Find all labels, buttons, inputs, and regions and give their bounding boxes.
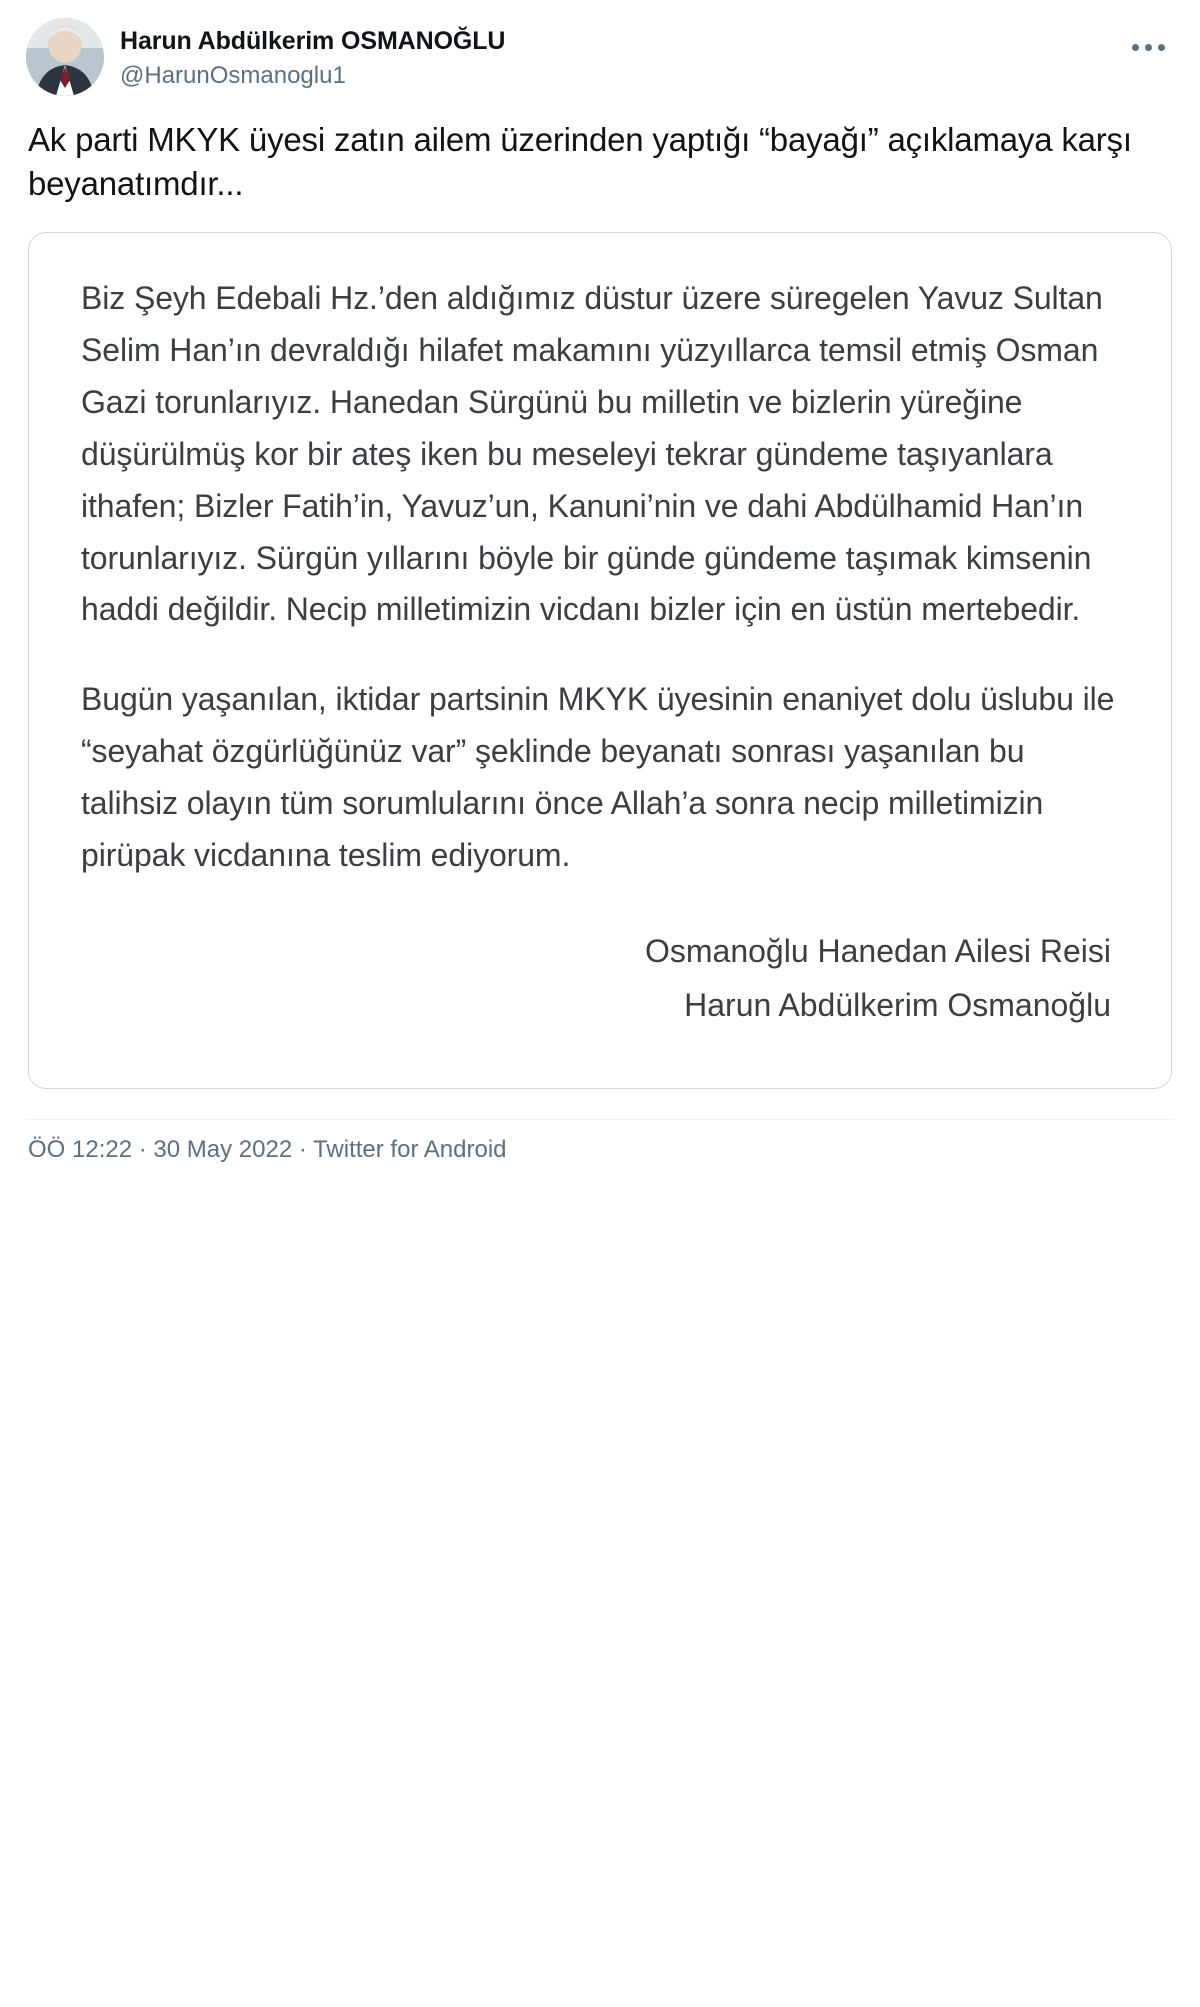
signature-line: Osmanoğlu Hanedan Ailesi Reisi [644,932,1111,969]
author-display-name: Harun Abdülkerim OSMANOĞLU [120,27,506,55]
statement-paragraph: Bugün yaşanılan, iktidar partsinin MKYK üyesinin enaniyet dolu üslubu ile “seyahat özgürlüğünüz var” şeklinde beyanatı sonrası yaşanılan bu talihsiz olayın tüm sorumlularını önce Allah’a sonra necip milletimizin pirüpak vicdanına teslim ediyorum. [81,681,1115,873]
tweet-date: 30 May 2022 [153,1136,293,1164]
signature-line: Harun Abdülkerim Osmanoğlu [684,986,1111,1023]
quoted-statement-card[interactable] [28,232,1172,1089]
meta-separator: · [298,1136,307,1164]
ellipsis-dot [1132,44,1139,51]
avatar[interactable] [26,18,104,96]
tweet-time: ÖÖ 12:22 [28,1136,133,1164]
author-handle[interactable]: @HarunOsmanoglu1 [120,62,346,90]
author-name-block [120,18,505,91]
tweet-meta [0,1120,1200,1164]
ellipsis-dot [1158,44,1165,51]
statement-paragraph: Biz Şeyh Edebali Hz.’den aldığımız düstur üzere süregelen Yavuz Sultan Selim Han’ın devraldığı hilafet makamını yüzyıllarca temsil etmiş Osman Gazi torunlarıyız. Hanedan Sürgünü bu milletin ve bizlerin yüreğine düşürülmüş kor bir ateş iken bu meseleyi tekrar gündeme taşıyanlara ithafen; Bizler Fatih’in, Yavuz’un, Kanuni’nin ve dahi Abdülhamid Han’ın torunlarıyız. Sürgün yıllarını böyle bir günde gündeme taşımak kimsenin haddi değildir. Necip milletimizin vicdanı bizler için en üstün mertebedir. [81,280,1103,628]
avatar-image [26,18,104,96]
meta-separator: · [138,1136,147,1164]
tweet-source-link[interactable]: Twitter for Android [313,1136,507,1164]
ellipsis-dot [1145,44,1152,51]
tweet-header [26,18,1174,96]
ellipsis-icon[interactable] [1126,32,1170,62]
tweet-text: Ak parti MKYK üyesi zatın ailem üzerinden yaptığı “bayağı” açıklamaya karşı beyanatımdır... [28,121,1132,203]
statement-signature [81,924,1119,1033]
